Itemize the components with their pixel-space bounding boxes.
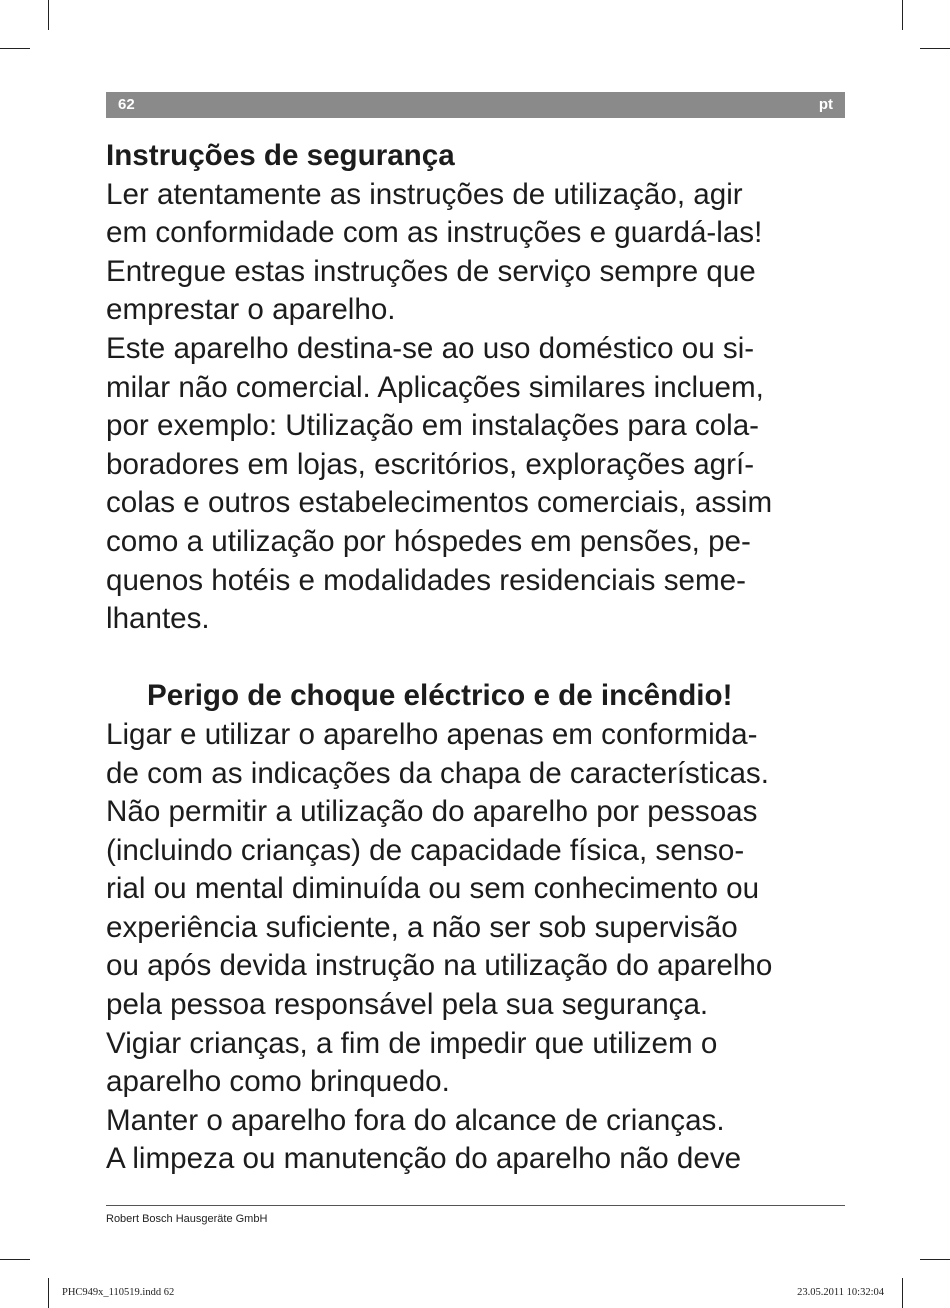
- intro-line: Entregue estas instruções de serviço sempre que: [106, 254, 756, 288]
- intro-line: em conformidade com as instruções e guardá-las!: [106, 216, 763, 250]
- warning-line: de com as indicações da chapa de características.: [106, 756, 769, 790]
- crop-mark: [902, 0, 903, 30]
- print-slug-date: 23.05.2011 10:32:04: [797, 1287, 884, 1298]
- warning-line: rial ou mental diminuída ou sem conhecimento ou: [106, 872, 760, 906]
- language-code: pt: [818, 96, 833, 113]
- intro-line: colas e outros estabelecimentos comerciais, assim: [106, 486, 773, 520]
- print-slug-file: PHC949x_110519.indd 62: [62, 1287, 175, 1298]
- page-number: 62: [118, 96, 135, 113]
- intro-line: boradores em lojas, escritórios, explorações agrí-: [106, 447, 755, 481]
- warning-line: aparelho como brinquedo.: [106, 1065, 450, 1099]
- warning-line: Vigiar crianças, a fim de impedir que utilizem o: [106, 1026, 718, 1060]
- warning-line: pela pessoa responsável pela sua segurança.: [106, 988, 709, 1022]
- crop-mark: [0, 48, 30, 49]
- intro-line: como a utilização por hóspedes em pensões, pe-: [106, 524, 751, 558]
- warning-line: A limpeza ou manutenção do aparelho não deve: [106, 1142, 742, 1176]
- paragraph-spacer: [106, 639, 846, 678]
- crop-mark: [0, 1259, 30, 1260]
- crop-mark: [920, 48, 950, 49]
- warning-line: Manter o aparelho fora do alcance de crianças.: [106, 1103, 725, 1137]
- page-header-bar: [106, 92, 845, 118]
- warning-line: (incluindo crianças) de capacidade física, senso-: [106, 833, 745, 867]
- page-content: [106, 137, 846, 1179]
- section-title: Instruções de segurança: [106, 139, 455, 172]
- warning-line: Não permitir a utilização do aparelho por pessoas: [106, 795, 758, 829]
- crop-mark: [48, 0, 49, 30]
- intro-line: Este aparelho destina-se ao uso doméstico ou si-: [106, 331, 755, 365]
- crop-mark: [920, 1259, 950, 1260]
- footer-divider: [106, 1205, 845, 1206]
- crop-mark: [48, 1278, 49, 1308]
- intro-line: lhantes.: [106, 602, 210, 636]
- intro-line: emprestar o aparelho.: [106, 293, 396, 327]
- warning-line: Ligar e utilizar o aparelho apenas em conformida-: [106, 717, 758, 751]
- intro-line: por exemplo: Utilização em instalações para cola-: [106, 409, 760, 443]
- warning-line: ou após devida instrução na utilização do aparelho: [106, 949, 773, 983]
- intro-line: milar não comercial. Aplicações similares incluem,: [106, 370, 764, 404]
- warning-title: Perigo de choque eléctrico e de incêndio!: [147, 679, 733, 713]
- intro-line: Ler atentamente as instruções de utilização, agir: [106, 177, 743, 211]
- warning-line: experiência suficiente, a não ser sob supervisão: [106, 910, 738, 944]
- footer-company: Robert Bosch Hausgeräte GmbH: [106, 1213, 268, 1225]
- crop-mark: [902, 1278, 903, 1308]
- intro-line: quenos hotéis e modalidades residenciais seme-: [106, 563, 746, 597]
